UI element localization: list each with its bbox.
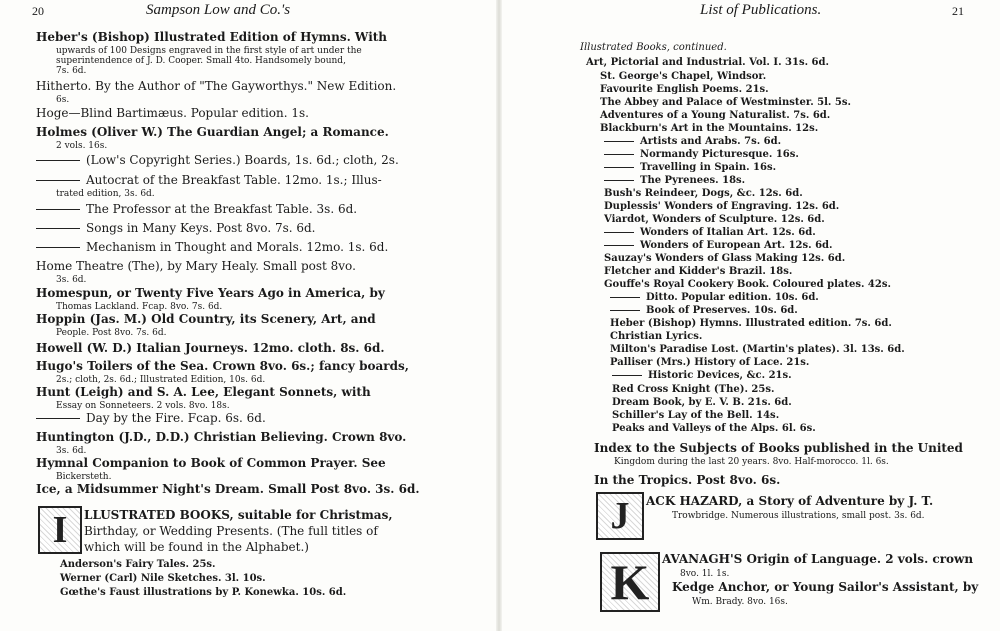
entry-line: Thomas Lackland. Fcap. 8vo. 7s. 6d. bbox=[56, 302, 223, 312]
entry-line: 7s. 6d. bbox=[56, 66, 87, 76]
list-item: Milton's Paradise Lost. (Martin's plates). 3l. 13s. 6d. bbox=[610, 344, 905, 355]
list-item: Favourite English Poems. 21s. bbox=[600, 84, 769, 95]
list-item: Dream Book, by E. V. B. 21s. 6d. bbox=[612, 397, 792, 408]
entry-line: 3s. 6d. bbox=[56, 446, 87, 456]
list-item: Adventures of a Young Naturalist. 7s. 6d. bbox=[600, 110, 831, 121]
ditto-rule bbox=[604, 180, 634, 181]
entry-line: trated edition, 3s. 6d. bbox=[56, 189, 155, 199]
entry-line: Autocrat of the Breakfast Table. 12mo. 1s.; Illus- bbox=[36, 173, 382, 187]
list-item: Ditto. Popular edition. 10s. 6d. bbox=[610, 292, 819, 303]
list-item: The Pyrenees. 18s. bbox=[604, 175, 745, 186]
entry-line: (Low's Copyright Series.) Boards, 1s. 6d.; cloth, 2s. bbox=[36, 153, 399, 167]
tropics-entry: In the Tropics. Post 8vo. 6s. bbox=[594, 473, 781, 487]
entry-line: Day by the Fire. Fcap. 6s. 6d. bbox=[36, 411, 266, 425]
list-item: Wonders of Italian Art. 12s. 6d. bbox=[604, 227, 816, 238]
entry-line: Holmes (Oliver W.) The Guardian Angel; a Romance. bbox=[36, 125, 389, 139]
ditto-rule bbox=[36, 418, 80, 419]
entry-line: Hugo's Toilers of the Sea. Crown 8vo. 6s.; fancy boards, bbox=[36, 359, 409, 373]
ditto-rule bbox=[604, 141, 634, 142]
entry-line: Home Theatre (The), by Mary Healy. Small post 8vo. bbox=[36, 259, 356, 273]
list-item: Artists and Arabs. 7s. 6d. bbox=[604, 136, 781, 147]
running-header: Sampson Low and Co.'s bbox=[146, 2, 291, 18]
ditto-rule bbox=[604, 245, 634, 246]
ditto-rule bbox=[36, 209, 80, 210]
list-item: Historic Devices, &c. 21s. bbox=[612, 370, 792, 381]
decorative-initial: I bbox=[38, 506, 82, 554]
left-page bbox=[0, 0, 498, 631]
page-number: 20 bbox=[32, 4, 44, 18]
index-entry: Index to the Subjects of Books published in the United bbox=[594, 441, 963, 455]
entry-line: Kedge Anchor, or Young Sailor's Assistant, by bbox=[672, 580, 979, 594]
ditto-rule bbox=[604, 167, 634, 168]
ditto-rule bbox=[604, 232, 634, 233]
list-item: The Abbey and Palace of Westminster. 5l. 5s. bbox=[600, 97, 851, 108]
list-item: Art, Pictorial and Industrial. Vol. I. 31s. 6d. bbox=[586, 57, 829, 68]
entry-line: Heber's (Bishop) Illustrated Edition of Hymns. With bbox=[36, 30, 388, 44]
entry-line: 8vo. 1l. 1s. bbox=[680, 569, 730, 579]
list-item: Heber (Bishop) Hymns. Illustrated edition. 7s. 6d. bbox=[610, 318, 892, 329]
entry-line: Hoge—Blind Bartimæus. Popular edition. 1s. bbox=[36, 106, 309, 120]
entry-line: ACK HAZARD, a Story of Adventure by J. T. bbox=[646, 494, 934, 508]
list-item: Fletcher and Kidder's Brazil. 18s. bbox=[604, 266, 793, 277]
entry-line: 3s. 6d. bbox=[56, 275, 87, 285]
running-header: List of Publications. bbox=[700, 2, 822, 18]
entry-line: Homespun, or Twenty Five Years Ago in America, by bbox=[36, 286, 385, 300]
ditto-rule bbox=[612, 375, 642, 376]
list-item: Duplessis' Wonders of Engraving. 12s. 6d. bbox=[604, 201, 840, 212]
list-item: Schiller's Lay of the Bell. 14s. bbox=[612, 410, 780, 421]
decorative-initial: J bbox=[596, 492, 644, 540]
entry-line: Huntington (J.D., D.D.) Christian Believing. Crown 8vo. bbox=[36, 430, 407, 444]
list-item: Red Cross Knight (The). 25s. bbox=[612, 384, 775, 395]
list-item: Werner (Carl) Nile Sketches. 3l. 10s. bbox=[60, 573, 266, 584]
list-item: Wonders of European Art. 12s. 6d. bbox=[604, 240, 833, 251]
ditto-rule bbox=[604, 154, 634, 155]
ditto-rule bbox=[610, 297, 640, 298]
entry-line: Bickersteth. bbox=[56, 472, 112, 482]
right-page bbox=[500, 0, 1000, 631]
list-item: Blackburn's Art in the Mountains. 12s. bbox=[600, 123, 819, 134]
entry-line: Hoppin (Jas. M.) Old Country, its Scenery, Art, and bbox=[36, 312, 376, 326]
ditto-rule bbox=[610, 310, 640, 311]
ditto-rule bbox=[36, 180, 80, 181]
entry-line: People. Post 8vo. 7s. 6d. bbox=[56, 328, 167, 338]
index-entry: Kingdom during the last 20 years. 8vo. Half-morocco. 1l. 6s. bbox=[614, 457, 889, 467]
entry-line: Hymnal Companion to Book of Common Prayer. See bbox=[36, 456, 386, 470]
page-number: 21 bbox=[952, 4, 964, 18]
list-item: Normandy Picturesque. 16s. bbox=[604, 149, 799, 160]
entry-line: 2s.; cloth, 2s. 6d.; Illustrated Edition, 10s. 6d. bbox=[56, 375, 266, 385]
entry-line: The Professor at the Breakfast Table. 3s. 6d. bbox=[36, 202, 357, 216]
list-item: Gœthe's Faust illustrations by P. Konewka. 10s. 6d. bbox=[60, 587, 347, 598]
entry-line: 2 vols. 16s. bbox=[56, 141, 108, 151]
ditto-rule bbox=[36, 160, 80, 161]
entry-line: Mechanism in Thought and Morals. 12mo. 1s. 6d. bbox=[36, 240, 388, 254]
entry-line: Essay on Sonneteers. 2 vols. 8vo. 18s. bbox=[56, 401, 230, 411]
entry-line: superintendence of J. D. Cooper. Small 4to. Handsomely bound, bbox=[56, 56, 346, 66]
list-item: Anderson's Fairy Tales. 25s. bbox=[60, 559, 216, 570]
entry-line: Howell (W. D.) Italian Journeys. 12mo. cloth. 8s. 6d. bbox=[36, 341, 385, 355]
list-item: Christian Lyrics. bbox=[610, 331, 703, 342]
ditto-rule bbox=[36, 228, 80, 229]
entry-line: Wm. Brady. 8vo. 16s. bbox=[692, 597, 788, 607]
list-item: Peaks and Valleys of the Alps. 6l. 6s. bbox=[612, 423, 816, 434]
entry-line: Hunt (Leigh) and S. A. Lee, Elegant Sonnets, with bbox=[36, 385, 371, 399]
entry-line: Trowbridge. Numerous illustrations, small post. 3s. 6d. bbox=[672, 511, 925, 521]
list-item: St. George's Chapel, Windsor. bbox=[600, 71, 767, 82]
entry-line: upwards of 100 Designs engraved in the first style of art under the bbox=[56, 46, 362, 56]
decorative-initial: K bbox=[600, 552, 660, 612]
entry-line: Songs in Many Keys. Post 8vo. 7s. 6d. bbox=[36, 221, 316, 235]
list-item: Bush's Reindeer, Dogs, &c. 12s. 6d. bbox=[604, 188, 803, 199]
entry-line: 6s. bbox=[56, 95, 70, 105]
section-heading: LLUSTRATED BOOKS, suitable for Christmas, bbox=[84, 508, 393, 522]
entry-line: AVANAGH'S Origin of Language. 2 vols. crown bbox=[662, 552, 974, 566]
list-item: Book of Preserves. 10s. 6d. bbox=[610, 305, 798, 316]
list-item: Viardot, Wonders of Sculpture. 12s. 6d. bbox=[604, 214, 825, 225]
list-item: Sauzay's Wonders of Glass Making 12s. 6d. bbox=[604, 253, 846, 264]
ditto-rule bbox=[36, 247, 80, 248]
entry-line: Ice, a Midsummer Night's Dream. Small Post 8vo. 3s. 6d. bbox=[36, 482, 420, 496]
list-item: Palliser (Mrs.) History of Lace. 21s. bbox=[610, 357, 810, 368]
list-item: Travelling in Spain. 16s. bbox=[604, 162, 776, 173]
list-item: Gouffe's Royal Cookery Book. Coloured plates. 42s. bbox=[604, 279, 891, 290]
section-text: Birthday, or Wedding Presents. (The full titles of bbox=[84, 524, 378, 538]
section-text: which will be found in the Alphabet.) bbox=[84, 540, 309, 554]
continued-heading: Illustrated Books, continued. bbox=[580, 42, 727, 53]
entry-line: Hitherto. By the Author of "The Gayworthys." New Edition. bbox=[36, 79, 397, 93]
